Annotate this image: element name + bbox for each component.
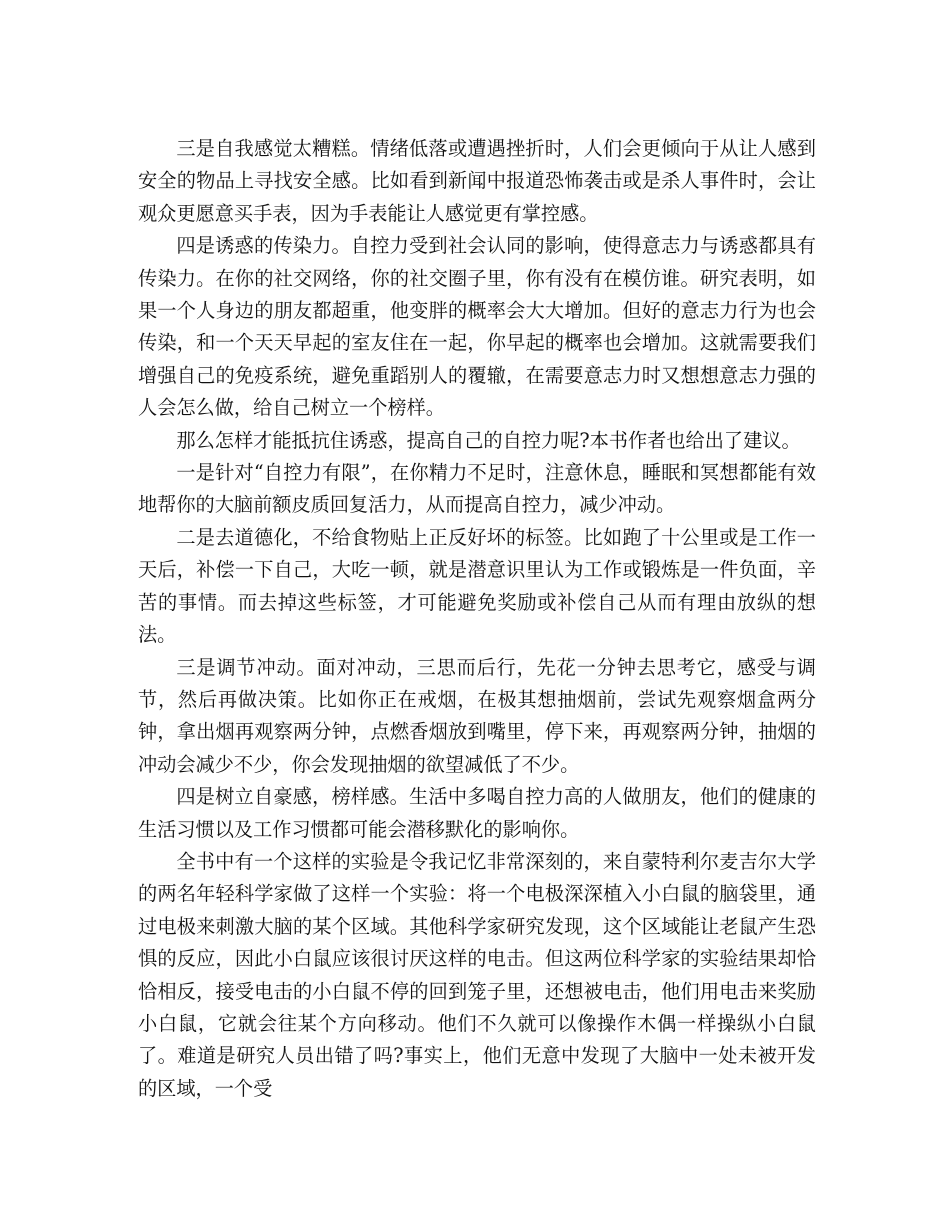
paragraph-mouse-experiment: 全书中有一个这样的实验是令我记忆非常深刻的，来自蒙特利尔麦吉尔大学的两名年轻科学家做了这样一个实验：将一个电极深深植入小白鼠的脑袋里，通过电极来刺激大脑的某个区域。其他科学家研究发现，这个区域能让老鼠产生恐惧的反应，因此小白鼠应该很讨厌这样的电击。但这两位科学家的实验结果却恰恰相反，接受电击的小白鼠不停的回到笼子里，还想被电击，他们用电击来奖励小白鼠，它就会往某个方向移动。他们不久就可以像操作木偶一样操纵小白鼠了。难道是研究人员出错了吗?事实上，他们无意中发现了大脑中一处未被开发的区域，一个受: [138, 849, 816, 1100]
paragraph-temptation-contagion: 四是诱惑的传染力。自控力受到社会认同的影响，使得意志力与诱惑都具有传染力。在你的社交网络，你的社交圈子里，你有没有在模仿谁。研究表明，如果一个人身边的朋友都超重，他变胖的概率会大大增加。但好的意志力行为也会传染，和一个天天早起的室友住在一起，你早起的概率也会增加。这就需要我们增强自己的免疫系统，避免重蹈别人的覆辙，在需要意志力时又想想意志力强的人会怎么做，给自己树立一个榜样。: [138, 234, 816, 420]
paragraph-how-to-resist: 那么怎样才能抵抗住诱惑，提高自己的自控力呢?本书作者也给出了建议。: [176, 428, 801, 452]
paragraph-de-moralize: 二是去道德化，不给食物贴上正反好坏的标签。比如跑了十公里或是工作一天后，补偿一下自己，大吃一顿，就是潜意识里认为工作或锻炼是一件负面，辛苦的事情。而去掉这些标签，才可能避免奖励或补偿自己从而有理由放纵的想法。: [138, 525, 816, 647]
document-body: [138, 133, 816, 1105]
paragraph-regulate-impulse: 三是调节冲动。面对冲动，三思而后行，先花一分钟去思考它，感受与调节，然后再做决策。比如你正在戒烟，在极其想抽烟前，尝试先观察烟盒两分钟，拿出烟再观察两分钟，点燃香烟放到嘴里，停下来，再观察两分钟，抽烟的冲动会减少不少，你会发现抽烟的欲望减低了不少。: [138, 655, 816, 776]
paragraph-self-feeling: 三是自我感觉太糟糕。情绪低落或遭遇挫折时，人们会更倾向于从让人感到安全的物品上寻找安全感。比如看到新闻中报道恐怖袭击或是杀人事件时，会让观众更愿意买手表，因为手表能让人感觉更有掌控感。: [138, 137, 816, 225]
paragraph-limited-self-control: 一是针对“自控力有限”，在你精力不足时，注意休息，睡眠和冥想都能有效地帮你的大脑前额皮质回复活力，从而提高自控力，减少冲动。: [138, 461, 816, 517]
paragraph-role-model: 四是树立自豪感，榜样感。生活中多喝自控力高的人做朋友，他们的健康的生活习惯以及工作习惯都可能会潜移默化的影响你。: [138, 785, 816, 841]
